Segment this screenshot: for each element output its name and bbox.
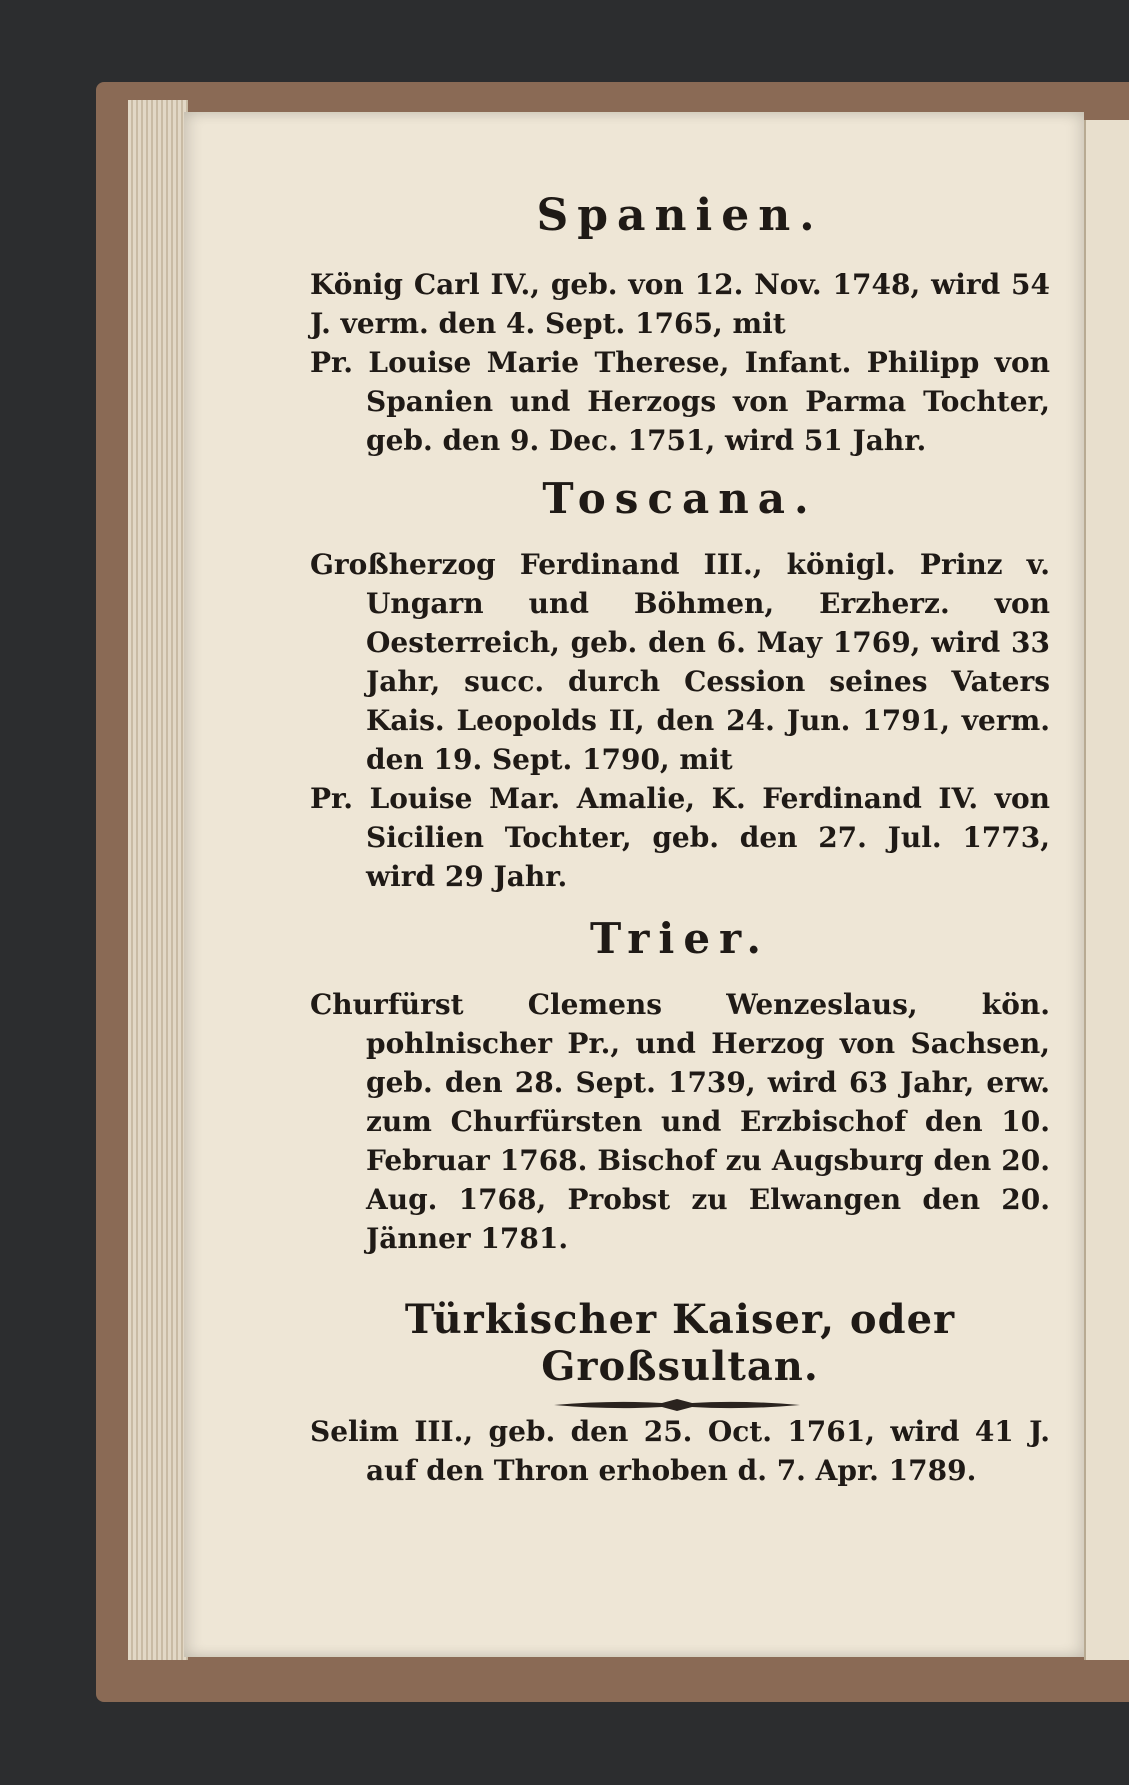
ornament-divider <box>552 1398 802 1412</box>
toscana-duchess-text: Pr. Louise Mar. Amalie, K. Ferdinand IV. von Sicilien Tochter, geb. den 27. Jul. 1773, wird 29 Jahr. <box>310 782 1050 893</box>
trier-elector-text: Churfürst Clemens Wenzeslaus, kön. pohlnischer Pr., und Herzog von Sachsen, geb. den 28. Sept. 1739, wird 63 Jahr, erw. zum Churfürsten und Erzbischof den 10. Februar 1768. Bischof zu Augsburg den 20. Aug. 1768, Probst zu Elwangen den 20. Jänner 1781. <box>310 988 1050 1255</box>
spanien-king-text: König Carl IV., geb. von 12. Nov. 1748, wird 54 J. verm. den 4. Sept. 1765, mit <box>310 268 1050 340</box>
heading-toscana: Toscana. <box>542 474 818 523</box>
turkish-sultan-text: Selim III., geb. den 25. Oct. 1761, wird 41 J. auf den Thron erhoben d. 7. Apr. 1789. <box>310 1415 1050 1487</box>
page-edges <box>128 100 188 1660</box>
heading-spanien: Spanien. <box>536 190 824 241</box>
heading-trier: Trier. <box>590 914 770 963</box>
spanien-queen-text: Pr. Louise Marie Therese, Infant. Philipp von Spanien und Herzogs von Parma Tochter, geb. den 9. Dec. 1751, wird 51 Jahr. <box>310 346 1050 457</box>
page-content <box>310 190 1050 1490</box>
facing-page-edge <box>1084 120 1129 1660</box>
heading-turkish-sultan: Türkischer Kaiser, oder Großsultan. <box>404 1296 956 1390</box>
toscana-duke-text: Großherzog Ferdinand III., königl. Prinz v. Ungarn und Böhmen, Erzherz. von Oesterreich, geb. den 6. May 1769, wird 33 Jahr, succ. durch Cession seines Vaters Kais. Leopolds II, den 24. Jun. 1791, verm. den 19. Sept. 1790, mit <box>310 548 1050 776</box>
